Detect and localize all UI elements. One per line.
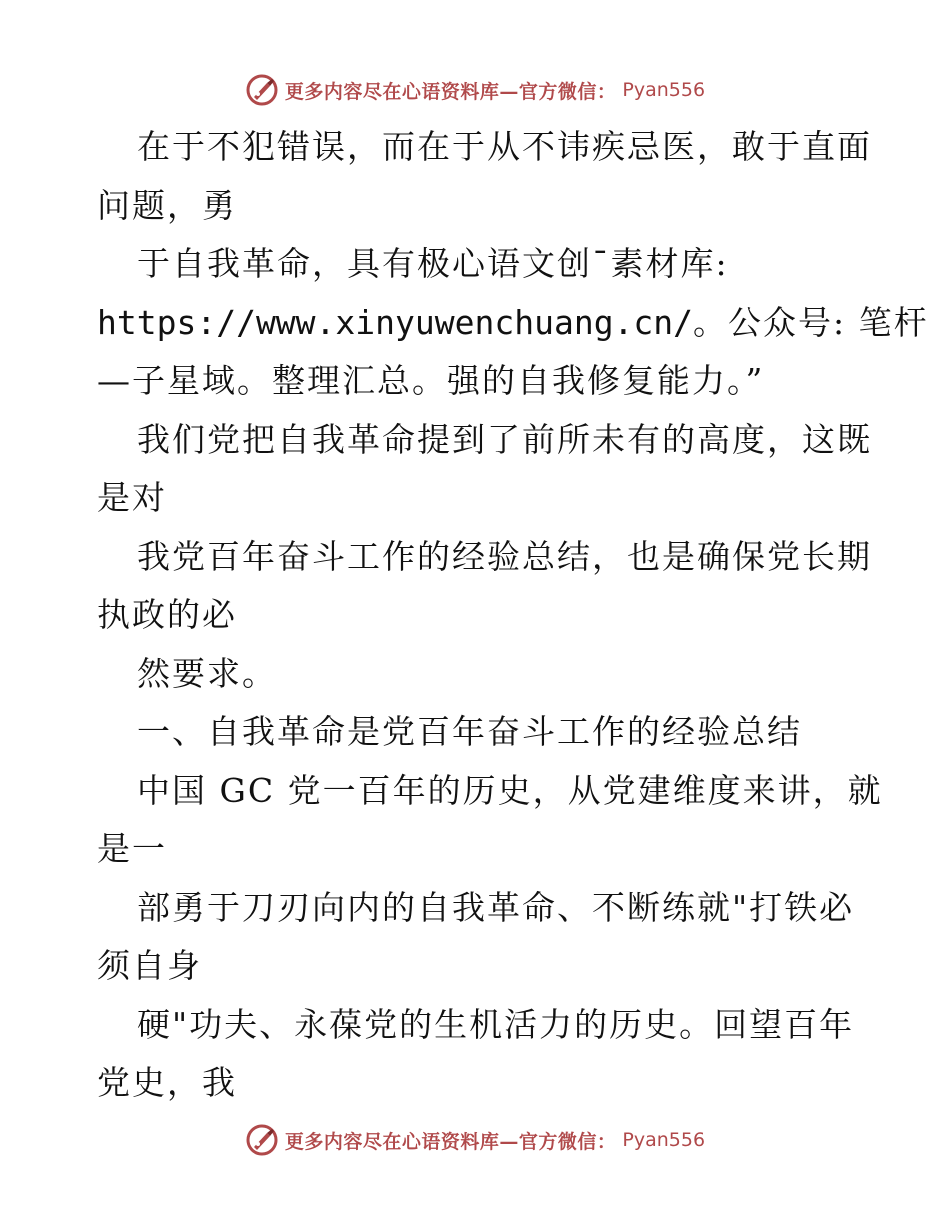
pen-logo-icon [245,73,279,107]
body-line: 我党百年奋斗工作的经验总结，也是确保党长期 [137,536,872,576]
body-line: 问题，勇 [97,185,237,225]
footer-watermark-banner [0,1120,950,1160]
banner-wechat-id: Pyan556 [622,1129,706,1151]
body-line: 党史，我 [97,1063,237,1102]
body-line: 是一 [97,829,167,868]
url-suffix-text: 。公众号: 笔杆 [693,302,929,342]
body-line: 须自身 [97,946,202,985]
pen-logo-icon [245,1123,279,1157]
body-line: —子星域。整理汇总。强的自我修复能力。” [97,361,765,400]
banner-text: 更多内容尽在心语资料库—官方微信： [284,80,617,103]
body-line: 硬"功夫、永葆党的生机活力的历史。回望百年 [137,1004,855,1044]
body-line: 执政的必 [97,595,237,634]
section-heading: 一、自我革命是党百年奋斗工作的经验总结 [137,712,802,751]
body-line: 部勇于刀刃向内的自我革命、不断练就"打铁必 [137,887,855,927]
body-line: 是对 [97,478,167,517]
body-line: 在于不犯错误，而在于从不讳疾忌医，敢于直面 [137,127,872,166]
banner-text: 更多内容尽在心语资料库—官方微信： [284,1130,617,1153]
body-line: 于自我革命，具有极心语文创¯素材库: [137,244,729,283]
document-body [97,118,929,1113]
body-line: 然要求。 [137,653,277,693]
body-line: 我们党把自我革命提到了前所未有的高度，这既 [137,419,872,459]
body-line-url [97,294,929,353]
header-watermark-banner [0,70,950,110]
url-text: https://www.xinyuwenchuang.cn/ [97,302,694,342]
body-line: 中国 GC 党一百年的历史，从党建维度来讲，就 [137,770,883,810]
banner-wechat-id: Pyan556 [622,79,706,101]
